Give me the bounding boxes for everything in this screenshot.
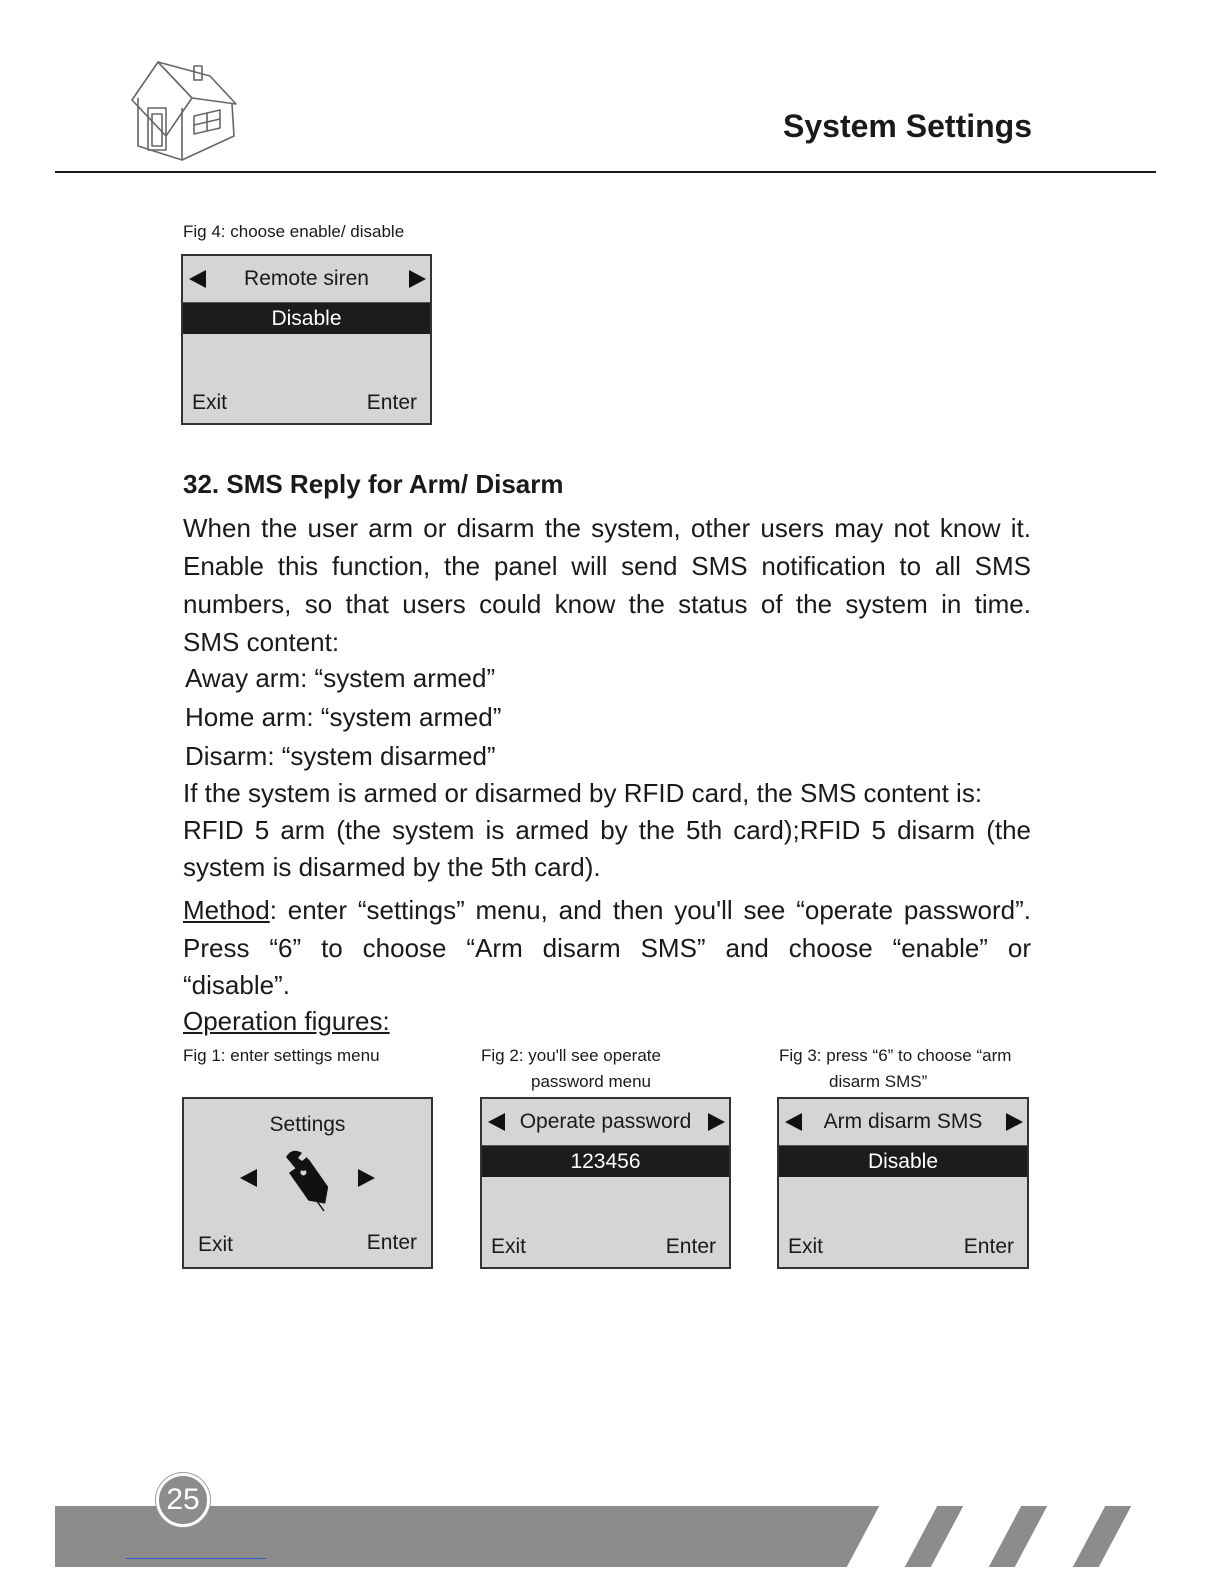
method-line: Press “6” to choose “Arm disarm SMS” and choose “enable” or (183, 933, 1031, 963)
fig4-highlight: Disable (183, 303, 430, 334)
footer-stripe (1015, 1506, 1105, 1567)
fig3-enter-key: Enter (963, 1235, 1014, 1258)
fig2-caption-line1: Fig 2: you'll see operate (481, 1046, 661, 1065)
left-arrow-icon (785, 1113, 802, 1131)
fig4-title: Remote siren (244, 267, 369, 290)
method-line (183, 891, 1031, 929)
right-arrow-icon (358, 1169, 375, 1187)
fig2-lcd-screen (480, 1097, 731, 1269)
fig2-title: Operate password (519, 1110, 692, 1133)
right-arrow-icon (708, 1113, 725, 1131)
fig1-title: Settings (269, 1113, 346, 1136)
rfid-line: RFID 5 arm (the system is armed by the 5th card);RFID 5 disarm (the (183, 815, 1031, 845)
fig1-enter-key: Enter (366, 1231, 417, 1254)
operation-figures-heading: Operation figures: (183, 1006, 390, 1036)
page-number: 25 (156, 1473, 210, 1527)
wrench-tag-icon (276, 1145, 340, 1213)
fig2-exit-key: Exit (491, 1235, 527, 1258)
right-arrow-icon (1006, 1113, 1023, 1131)
rfid-line: If the system is armed or disarmed by RFID card, the SMS content is: (183, 778, 983, 808)
footer-link-underline (126, 1558, 266, 1559)
left-arrow-icon (240, 1169, 257, 1187)
fig3-caption-line1: Fig 3: press “6” to choose “arm (779, 1046, 1012, 1065)
intro-line: numbers, so that users could know the status of the system in time. (183, 589, 1031, 619)
fig3-lcd-screen (777, 1097, 1029, 1269)
method-label: Method (183, 895, 270, 925)
footer-stripe (847, 1506, 937, 1567)
house-icon (128, 58, 238, 164)
fig4-caption: Fig 4: choose enable/ disable (183, 222, 405, 241)
fig3-highlight: Disable (779, 1146, 1027, 1177)
sms-item: Disarm: “system disarmed” (185, 741, 496, 771)
fig1-exit-key: Exit (198, 1233, 234, 1256)
fig3-exit-key: Exit (788, 1235, 824, 1258)
fig4-enter-key: Enter (366, 391, 417, 414)
fig3-title-bar (779, 1099, 1027, 1146)
header-divider (55, 171, 1156, 173)
fig1-lcd-screen (182, 1097, 433, 1269)
method-text: : enter “settings” menu, and then you'll see “operate password”. (269, 895, 1031, 925)
fig2-caption-line2: password menu (531, 1072, 652, 1091)
left-arrow-icon (189, 270, 206, 288)
fig3-title: Arm disarm SMS (823, 1110, 983, 1133)
intro-line: When the user arm or disarm the system, other users may not know it. (183, 513, 1031, 543)
sms-item: Home arm: “system armed” (185, 702, 502, 732)
right-arrow-icon (409, 270, 426, 288)
left-arrow-icon (488, 1113, 505, 1131)
footer-stripe (1099, 1506, 1156, 1567)
sms-content-label: SMS content: (183, 627, 340, 657)
fig2-highlight: 123456 (482, 1146, 729, 1177)
rfid-line: system is disarmed by the 5th card). (183, 852, 601, 882)
intro-line: Enable this function, the panel will send SMS notification to all SMS (183, 551, 1031, 581)
fig4-lcd-screen (181, 254, 432, 425)
fig3-caption-line2: disarm SMS” (829, 1072, 928, 1091)
sms-item: Away arm: “system armed” (185, 663, 496, 693)
section-heading: 32. SMS Reply for Arm/ Disarm (183, 469, 564, 499)
footer-stripe (931, 1506, 1021, 1567)
fig4-exit-key: Exit (192, 391, 228, 414)
method-line: “disable”. (183, 970, 290, 1000)
fig2-title-bar (482, 1099, 729, 1146)
fig4-title-bar (183, 256, 430, 303)
fig2-enter-key: Enter (665, 1235, 716, 1258)
fig1-caption: Fig 1: enter settings menu (183, 1046, 380, 1065)
page-title: System Settings (783, 108, 1032, 144)
